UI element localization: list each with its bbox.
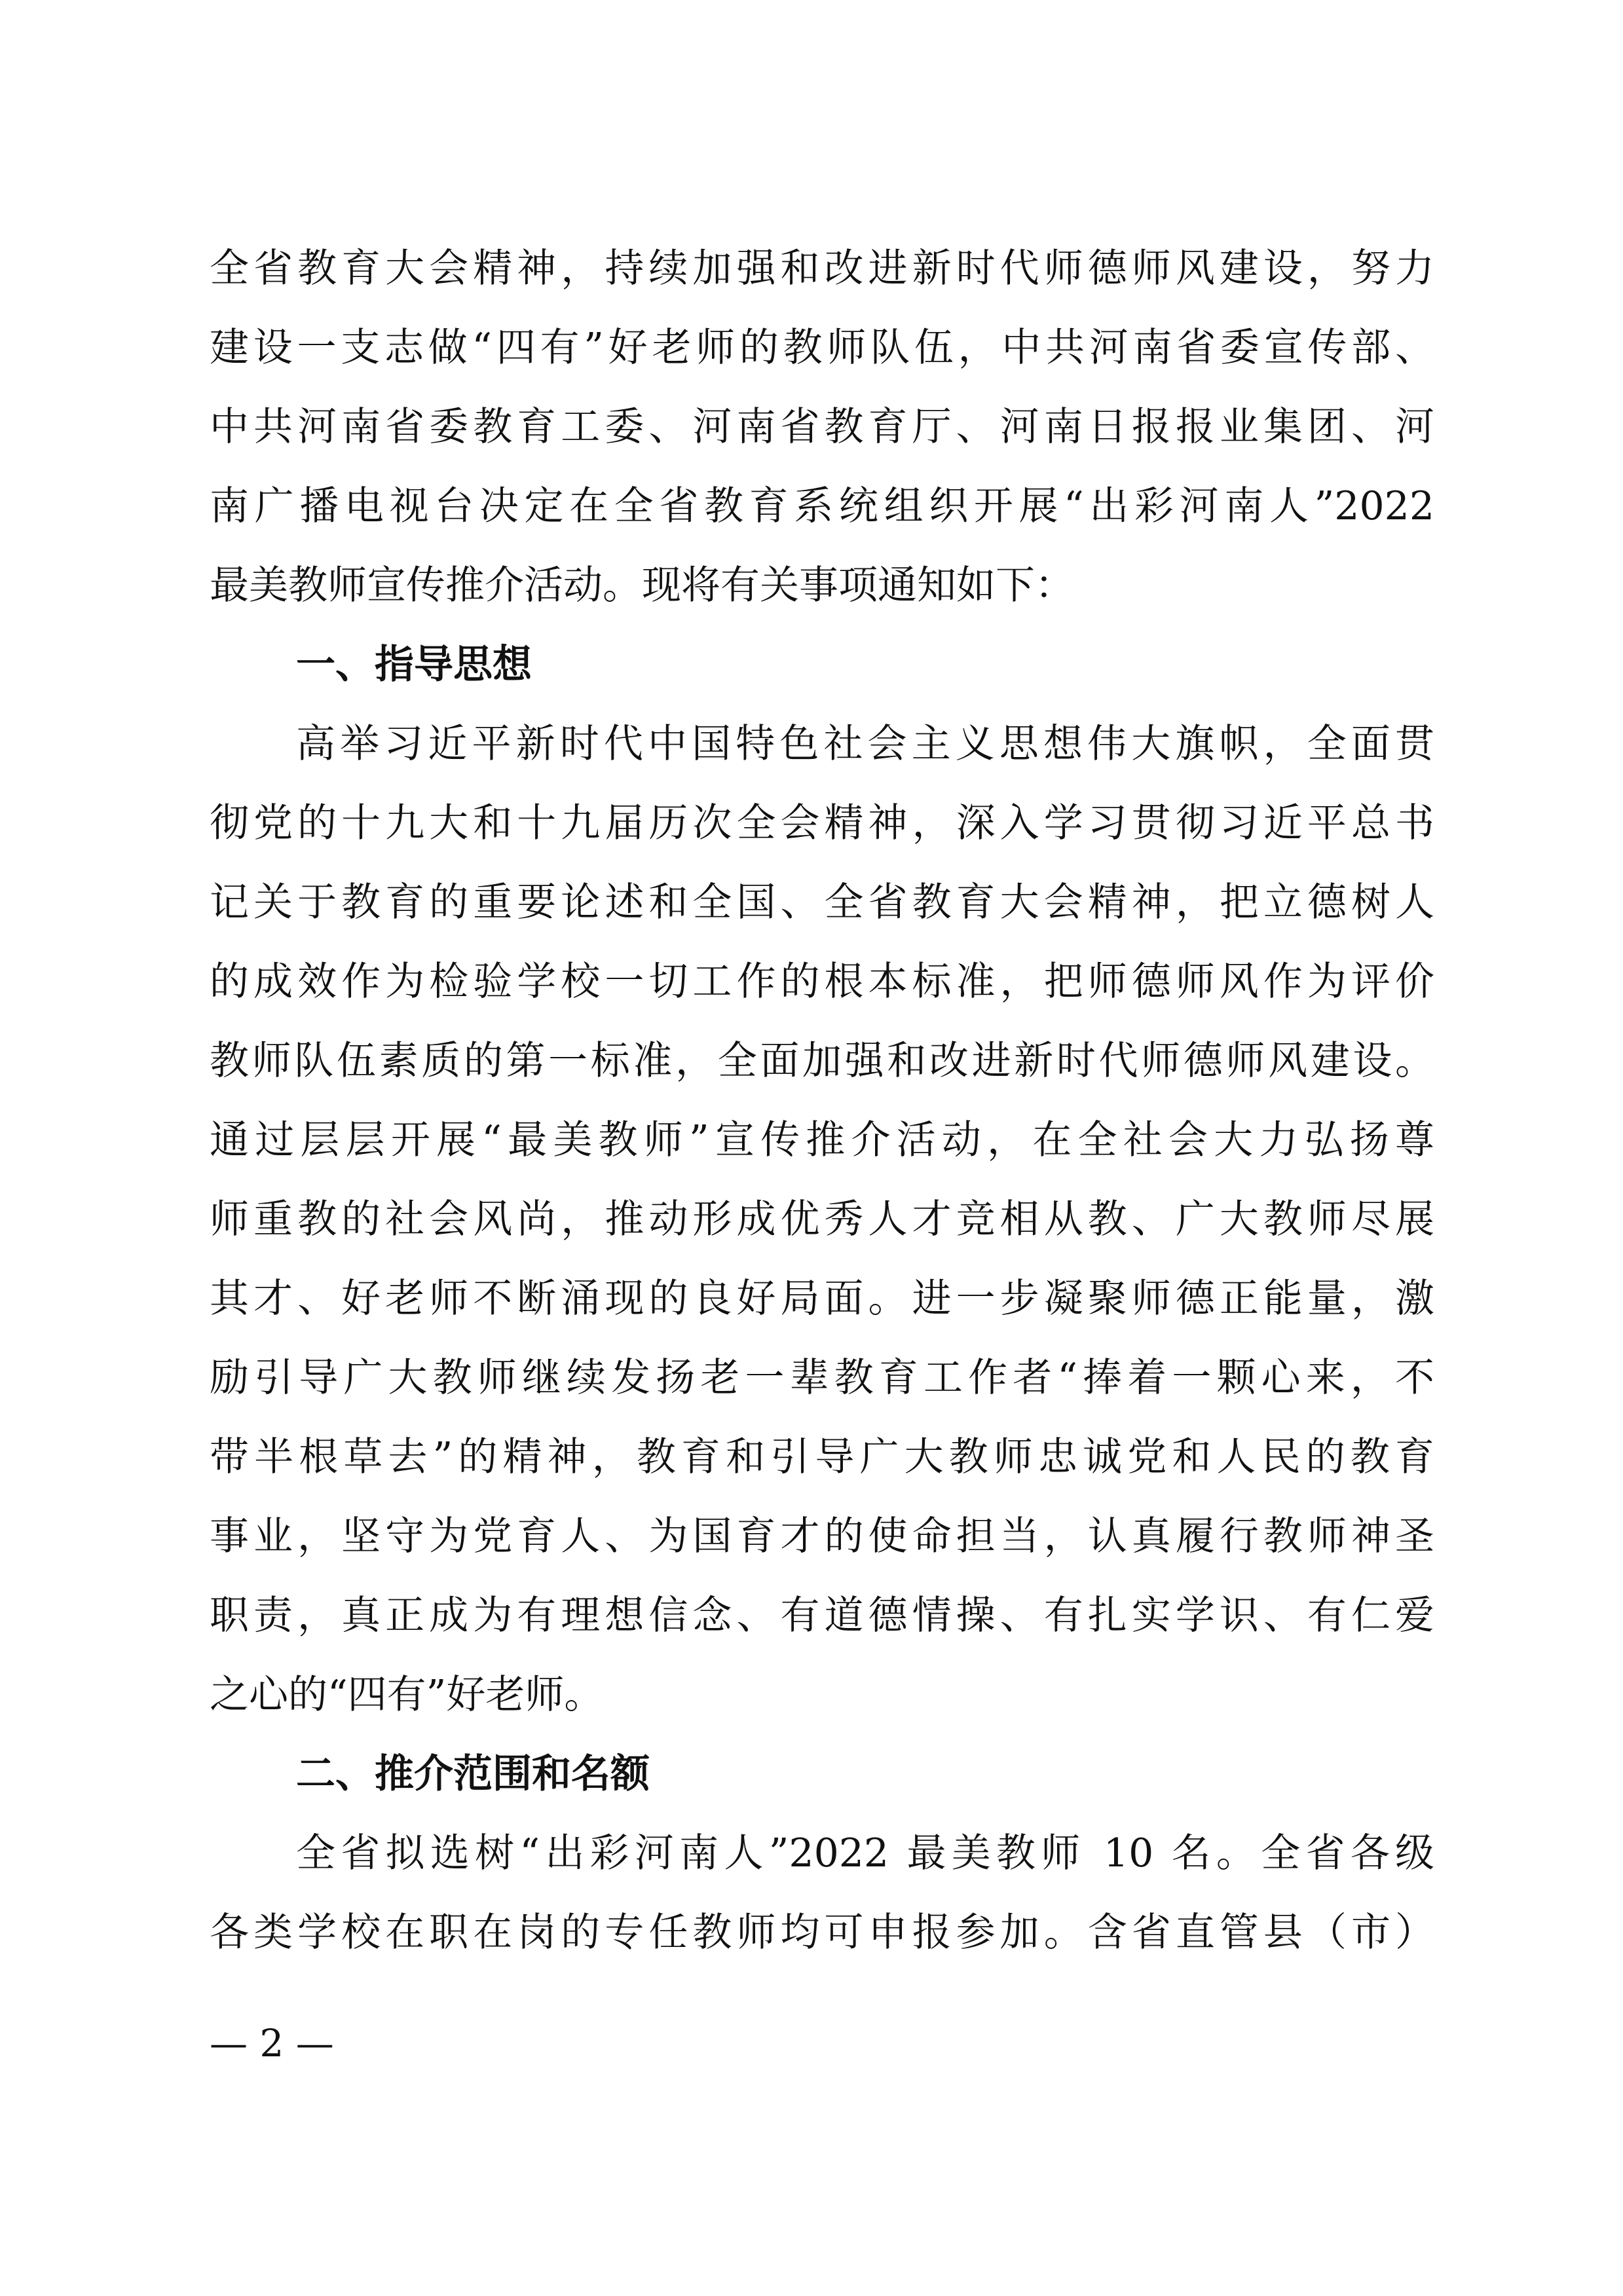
body-text-line: 励引导广大教师继续发扬老一辈教育工作者“捧着一颗心来，不 — [210, 1355, 1434, 1401]
body-text-line: 之心的“四有”好老师。 — [210, 1672, 604, 1718]
body-text-line: 师重教的社会风尚，推动形成优秀人才竞相从教、广大教师尽展 — [210, 1196, 1434, 1242]
body-text-line: 教师队伍素质的第一标准，全面加强和改进新时代师德师风建设。 — [210, 1038, 1434, 1084]
page-number: — 2 — — [210, 2021, 334, 2065]
body-text-line: 中共河南省委教育工委、河南省教育厅、河南日报报业集团、河 — [210, 404, 1434, 450]
section-heading: 二、推介范围和名额 — [296, 1751, 650, 1797]
body-text-line: 南广播电视台决定在全省教育系统组织开展“出彩河南人”2022 — [210, 483, 1434, 529]
body-text-line: 的成效作为检验学校一切工作的根本标准，把师德师风作为评价 — [210, 959, 1434, 1005]
body-text-line: 全省拟选树“出彩河南人”2022 最美教师 10 名。全省各级 — [296, 1830, 1434, 1876]
body-text-line: 其才、好老师不断涌现的良好局面。进一步凝聚师德正能量，激 — [210, 1276, 1434, 1322]
body-text-line: 职责，真正成为有理想信念、有道德情操、有扎实学识、有仁爱 — [210, 1593, 1434, 1639]
section-heading: 一、指导思想 — [296, 642, 532, 688]
body-text-line: 带半根草去”的精神，教育和引导广大教师忠诚党和人民的教育 — [210, 1434, 1434, 1480]
body-text-line: 事业，坚守为党育人、为国育才的使命担当，认真履行教师神圣 — [210, 1513, 1434, 1559]
body-text-line: 建设一支志做“四有”好老师的教师队伍，中共河南省委宣传部、 — [210, 325, 1434, 371]
body-text-line: 通过层层开展“最美教师”宣传推介活动，在全社会大力弘扬尊 — [210, 1117, 1434, 1163]
body-text-line: 各类学校在职在岗的专任教师均可申报参加。含省直管县（市） — [210, 1910, 1434, 1955]
document-body — [210, 229, 1434, 1972]
body-text-line: 高举习近平新时代中国特色社会主义思想伟大旗帜，全面贯 — [296, 721, 1434, 767]
body-text-line: 记关于教育的重要论述和全国、全省教育大会精神，把立德树人 — [210, 880, 1434, 925]
body-text-line: 全省教育大会精神，持续加强和改进新时代师德师风建设，努力 — [210, 246, 1434, 291]
body-text-line: 最美教师宣传推介活动。现将有关事项通知如下： — [210, 563, 1074, 608]
body-text-line: 彻党的十九大和十九届历次全会精神，深入学习贯彻习近平总书 — [210, 800, 1434, 846]
